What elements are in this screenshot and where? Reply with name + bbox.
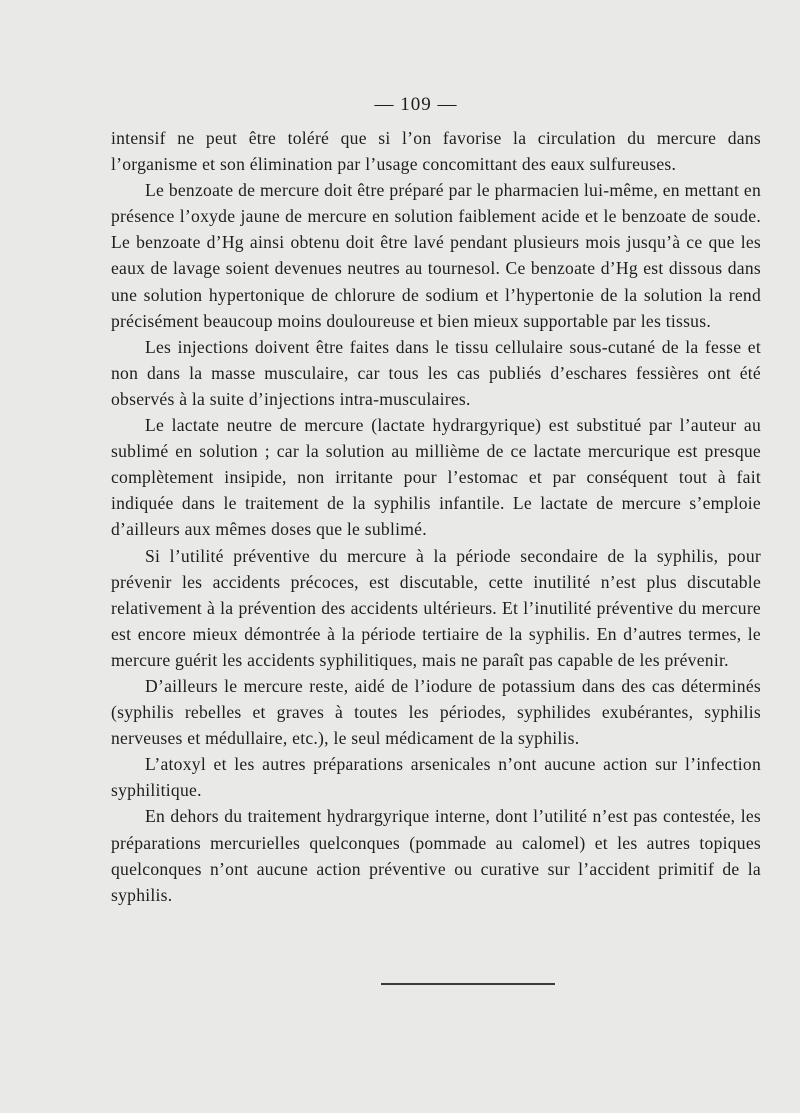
paragraph: Les injections doivent être faites dans le tissu cellulaire sous-cutané de la fesse et non dans la masse musculaire, car tous les cas publiés d’eschares fessières ont été observés à la suite d’injections intra-musculaires.	[111, 336, 761, 409]
page-number: — 109 —	[374, 94, 458, 115]
paragraph: En dehors du traitement hydrargyrique interne, dont l’utilité n’est pas contestée, les préparations mercurielles quelconques (pommade au calomel) et les autres topiques quelconques n’ont aucune action préventive ou curative sur l’accident primitif de la syphilis.	[111, 806, 761, 905]
paragraph: Le benzoate de mercure doit être préparé par le pharmacien lui-même, en mettant en présence l’oxyde jaune de mercure en solution faiblement acide et le benzoate de soude. Le benzoate d’Hg ainsi obtenu doit être lavé pendant plusieurs mois jusqu’à ce que les eaux de lavage soient devenues neutres au tournesol. Ce benzoate d’Hg est dissous dans une solution hypertonique de chlorure de sodium et l’hypertonie de la solution la rend précisément beaucoup moins douloureuse et bien mieux supportable par les tissus.	[111, 180, 761, 331]
paragraph: L’atoxyl et les autres préparations arsenicales n’ont aucune action sur l’infection syphilitique.	[111, 754, 761, 801]
end-rule-divider	[381, 983, 555, 985]
paragraph: Si l’utilité préventive du mercure à la période secondaire de la syphilis, pour prévenir les accidents précoces, est discutable, cette inutilité n’est plus discutable relativement à la prévention des accidents ultérieurs. Et l’inutilité préventive du mercure est encore mieux démontrée à la période tertiaire de la syphilis. En d’autres termes, le mercure guérit les accidents syphilitiques, mais ne paraît pas capable de les prévenir.	[111, 545, 761, 670]
body-text	[111, 125, 761, 908]
paragraph: D’ailleurs le mercure reste, aidé de l’iodure de potassium dans des cas déterminés (syphilis rebelles et graves à toutes les périodes, syphilides exubérantes, syphilis nerveuses et médullaire, etc.), le seul médicament de la syphilis.	[111, 675, 761, 749]
paragraph-continued: intensif ne peut être toléré que si l’on favorise la circulation du mercure dans l’organisme et son élimination par l’usage concomittant des eaux sulfureuses.	[111, 128, 761, 175]
paragraph: Le lactate neutre de mercure (lactate hydrargyrique) est substitué par l’auteur au sublimé en solution ; car la solution au millième de ce lactate mercurique est presque complètement insipide, non irritante pour l’estomac et par conséquent tout à fait indiquée dans le traitement de la syphilis infantile. Le lactate de mercure s’emploie d’ailleurs aux mêmes doses que le sublimé.	[111, 415, 761, 540]
